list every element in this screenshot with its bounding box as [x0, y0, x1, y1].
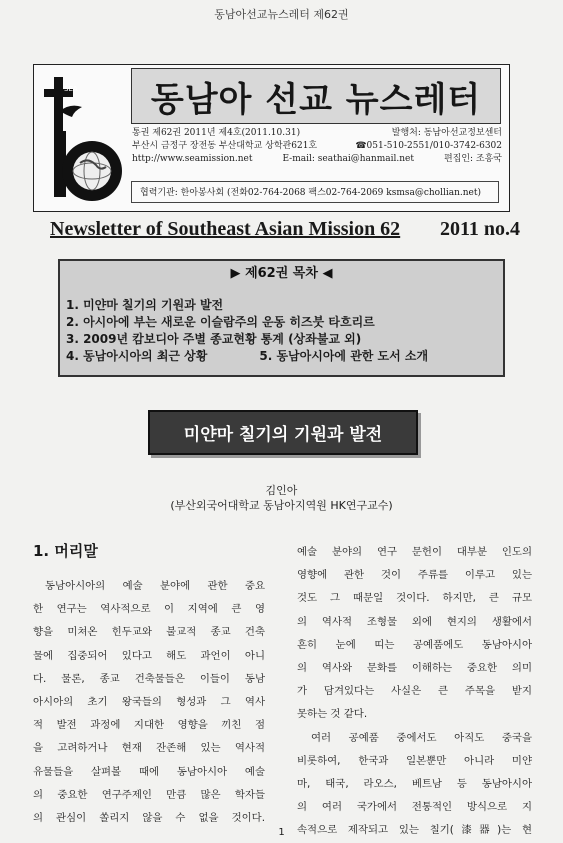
address: 부산시 금정구 장전동 부산대학교 상학관621호: [132, 141, 318, 151]
toc-item[interactable]: 4. 동남아시아의 최근 상황: [66, 349, 208, 363]
masthead: [33, 64, 510, 212]
author-block: [0, 483, 563, 513]
website-link[interactable]: http://www.seamission.net: [132, 154, 253, 164]
author-name: 김인아: [265, 484, 298, 497]
mission-logo: [40, 71, 128, 205]
body-line: 흔히 눈에 띠는 공예품에도 동남아시아: [297, 638, 532, 651]
email-link[interactable]: E-mail: seathai@hanmail.net: [282, 154, 414, 164]
phone: ☎051-510-2551/010-3742-6302: [355, 141, 502, 151]
body-line: 비롯하여, 한국과 일본뿐만 아니라 미얀: [297, 754, 532, 767]
body-line: 의 여러 국가에서 전통적인 방식으로 지: [297, 801, 532, 814]
article-title: 미얀마 칠기의 기원과 발전: [148, 410, 418, 455]
section-heading: 1. 머리말: [33, 542, 98, 560]
toc-item[interactable]: 2. 아시아에 부는 새로운 이슬람주의 운동 히즈붓 타흐리르: [66, 315, 375, 329]
body-line: 의 역사와 문화를 이해하는 중요한 의미: [297, 662, 532, 675]
running-header: 동남아선교뉴스레터 제62권: [214, 8, 349, 21]
body-line: 향을 미쳐온 힌두교와 불교적 종교 건축: [33, 626, 265, 639]
body-line: 동남아시아의 예술 분야에 관한 중요: [45, 580, 265, 592]
body-line: 적 발전 과정에 지대한 영향을 끼친 점: [33, 719, 265, 732]
page-number: 1: [278, 827, 285, 838]
issue-info: 통권 제62권 2011년 제4호(2011.10.31): [132, 128, 301, 138]
body-column-right: [297, 541, 532, 843]
publication-info: [132, 127, 502, 166]
svg-text:SEA: SEA: [64, 85, 78, 93]
body-column-left: [33, 575, 265, 830]
newsletter-title: 동남아 선교 뉴스레터: [150, 79, 482, 120]
body-line: 을 고려하거나 현재 잔존해 있는 역사적: [33, 742, 265, 755]
table-of-contents: [58, 259, 505, 377]
body-line: 의 관심이 쏠리지 않을 수 없을 것이다.: [33, 812, 265, 825]
body-line: 의 역사적 조형물 외에 현지의 생활에서: [297, 615, 532, 628]
body-line: 아시아의 초기 왕국들의 형성과 그 역사: [33, 696, 265, 709]
body-line: 영향에 관한 것이 주류를 이루고 있는: [297, 569, 532, 582]
newsletter-english-title: Newsletter of Southeast Asian Mission 62: [50, 218, 401, 240]
body-line: 속적으로 제작되고 있는 칠기(漆器)는 현: [297, 824, 532, 837]
issue-number: 2011 no.4: [439, 218, 520, 240]
body-line: 한 연구는 역사적으로 이 지역에 큰 영: [33, 603, 265, 616]
toc-item[interactable]: 1. 미얀마 칠기의 기원과 발전: [66, 298, 224, 312]
body-line: 다. 물론, 종교 건축물들은 이들이 동남: [33, 672, 265, 685]
body-line: 의 중요한 연구주제인 만큼 많은 학자들: [33, 788, 265, 801]
body-line: 예술 분야의 연구 문헌이 대부분 인도의: [297, 546, 532, 558]
body-line: 여러 공예품 중에서도 아직도 중국을: [311, 731, 532, 744]
toc-list: [66, 297, 503, 365]
body-line: 유물들을 살펴볼 때에 동남아시아 예술: [33, 765, 265, 778]
toc-header: ▶ 제62권 목차 ◀: [230, 266, 333, 281]
body-line: 못하는 것 같다.: [297, 708, 368, 721]
body-line: 마, 태국, 라오스, 베트남 등 동남아시아: [297, 778, 532, 791]
toc-item[interactable]: 3. 2009년 캄보디아 주별 종교현황 통계 (상좌불교 외): [66, 332, 362, 346]
author-affiliation: (부산외국어대학교 동남아지역원 HK연구교수): [170, 499, 393, 512]
subtitle-row: [50, 218, 520, 241]
body-line: 것도 그 때문일 것이다. 하지만, 큰 규모: [297, 592, 532, 605]
editor: 편집인: 조흥국: [443, 154, 502, 164]
toc-item[interactable]: 5. 동남아시아에 관한 도서 소개: [259, 349, 429, 363]
newsletter-title-box: [131, 68, 501, 124]
body-line: 가 담겨있다는 사실은 큰 주목을 받지: [297, 685, 532, 698]
body-line: 물에 집중되어 있다고 해도 과언이 아니: [33, 649, 265, 662]
partner-info: 협력기관: 한아봉사회 (전화02-764-2068 팩스02-764-2069 ksmsa@chollian.net): [131, 181, 499, 203]
publisher: 발행처: 동남아선교정보센터: [391, 128, 502, 138]
